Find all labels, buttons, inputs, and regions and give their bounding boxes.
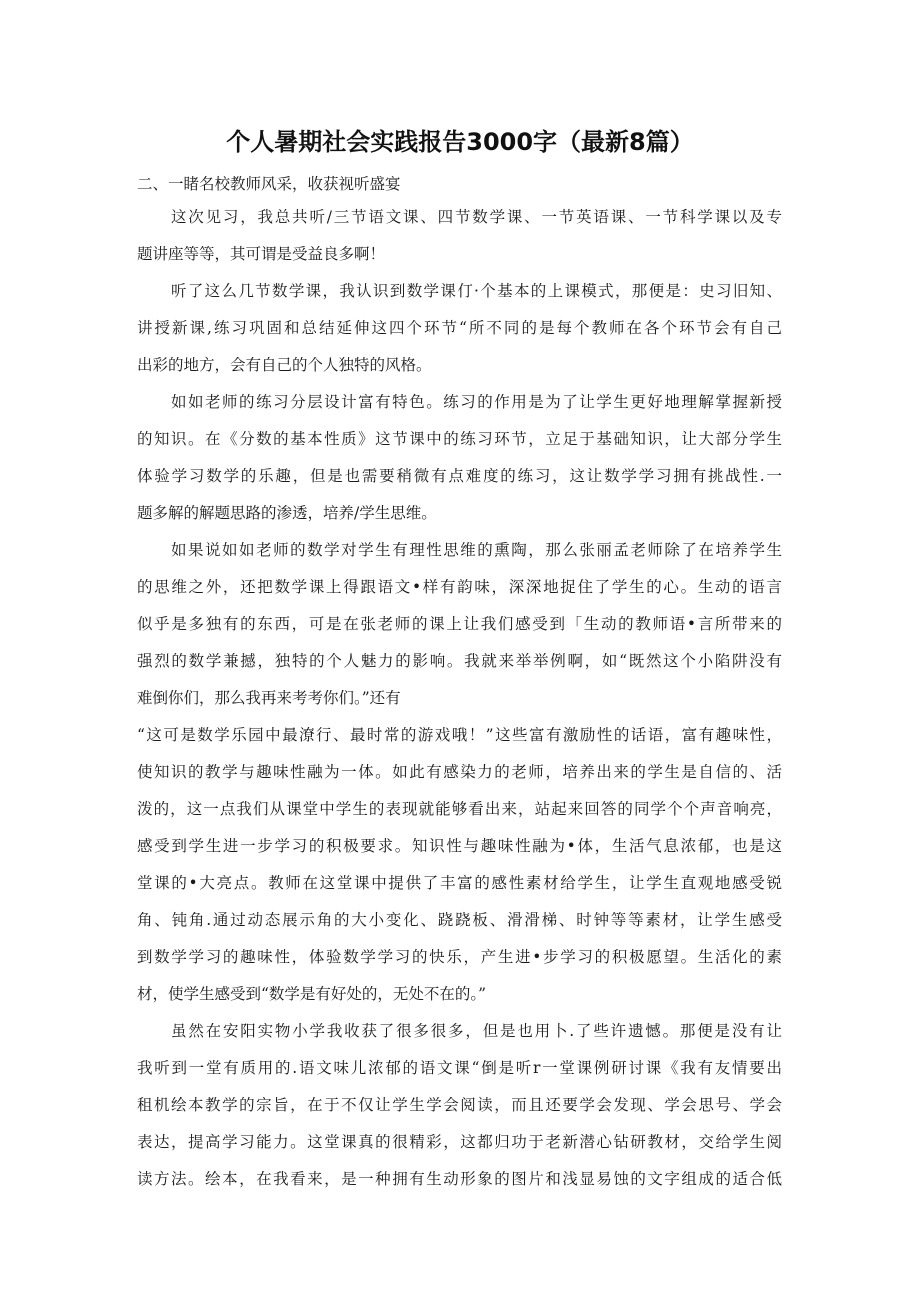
paragraph-line: 听了这么几节数学课，我认识到数学课仃·个基本的上课模式，那便是：史习旧知、 bbox=[171, 282, 782, 300]
paragraph-line: 读方法。绘本，在我看来，是一种拥有生动形象的图片和浅显易蚀的文字组成的适合低 bbox=[137, 1170, 782, 1188]
paragraph-line: 这次见习，我总共听/三节语文课、四节数学课、一节英语课、一节科学课以及专 bbox=[171, 208, 782, 226]
paragraph-line: 讲授新课,练习巩固和总结延伸这四个环节“所不同的是每个教师在各个环节会有自己 bbox=[137, 319, 782, 337]
paragraph-line: 使知识的教学与趣味性融为一体。如此有感染力的老师，培养出来的学生是自信的、活 bbox=[137, 763, 782, 781]
paragraph-line: 我听到一堂有质用的.语文味儿浓郁的语文课“倒是听r一堂课例研讨课《我有友情要出 bbox=[137, 1059, 782, 1077]
paragraph-line: “这可是数学乐园中最潦行、最时常的游戏哦！”这些富有激励性的话语，富有趣味性， bbox=[137, 726, 782, 744]
paragraph-line: 虽然在安阳实物小学我收获了很多很多，但是也用卜.了些许遗憾。那便是没有让 bbox=[171, 1022, 782, 1040]
paragraph-line: 强烈的数学兼撼，独特的个人魅力的影响。我就来举举例啊，如“既然这个小陷阱没有 bbox=[137, 652, 782, 670]
paragraph-line: 题多解的解题思路的渗透，培养/学生思维。 bbox=[137, 504, 437, 522]
document-title: 个人暑期社会实践报告3000字（最新8篇） bbox=[226, 128, 694, 156]
paragraph-line: 似乎是多独有的东西，可是在张老师的课上让我们感受到「生动的教师语•言所带来的 bbox=[137, 615, 782, 633]
paragraph-line: 泼的，这一点我们从课堂中学生的表现就能够看出来，站起来回答的同学个个声音响亮， bbox=[137, 800, 782, 818]
paragraph-line: 表达，提高学习能力。这堂课真的很精彩，这都归功于老新潜心钻研教材，交给学生阅 bbox=[137, 1133, 782, 1151]
paragraph-line: 如果说如如老师的数学对学生有理性思维的熏陶，那么张丽孟老师除了在培养学生 bbox=[171, 541, 782, 559]
paragraph-line: 材，使学生感受到“数学是有好处的，无处不在的。” bbox=[137, 985, 487, 1003]
paragraph-line: 感受到学生进一步学习的积极要求。知识性与趣味性融为•体，生活气息浓郁，也是这 bbox=[137, 837, 782, 855]
paragraph-line: 租机绘本教学的宗旨，在于不仅让学生学会阅读，而且还要学会发现、学会思号、学会 bbox=[137, 1096, 782, 1114]
paragraph-line: 出彩的地方，会有自己的个人独特的风格。 bbox=[137, 356, 432, 374]
paragraph-line: 难倒你们，那么我再来考考你们。”还有 bbox=[137, 689, 401, 707]
paragraph-line: 体验学习数学的乐趣，但是也需要稍微有点难度的练习，这让数学学习拥有挑战性.一 bbox=[137, 467, 782, 485]
paragraph-line: 到数学学习的趣味性，体验数学学习的快乐，产生进•步学习的积极愿望。生活化的素 bbox=[137, 948, 782, 966]
paragraph-line: 的知识。在《分数的基本性质》这节课中的练习环节，立足于基础知识，让大部分学生 bbox=[137, 430, 782, 448]
paragraph-line: 的思维之外，还把数学课上得跟语文•样有韵味，深深地捉住了学生的心。生动的语言 bbox=[137, 578, 782, 596]
section-heading: 二、一睹名校教师风采，收获视听盛宴 bbox=[137, 175, 401, 193]
paragraph-line: 如如老师的练习分层设计富有特色。练习的作用是为了让学生更好地理解掌握新授 bbox=[171, 393, 782, 411]
paragraph-line: 题讲座等等，其可谓是受益良多啊！ bbox=[137, 245, 386, 263]
paragraph-line: 角、钝角.通过动态展示角的大小变化、跷跷板、滑滑梯、时钟等等素材，让学生感受 bbox=[137, 911, 782, 929]
paragraph-line: 堂课的•大亮点。教师在这堂课中提供了丰富的感性素材给学生，让学生直观地感受锐 bbox=[137, 874, 782, 892]
